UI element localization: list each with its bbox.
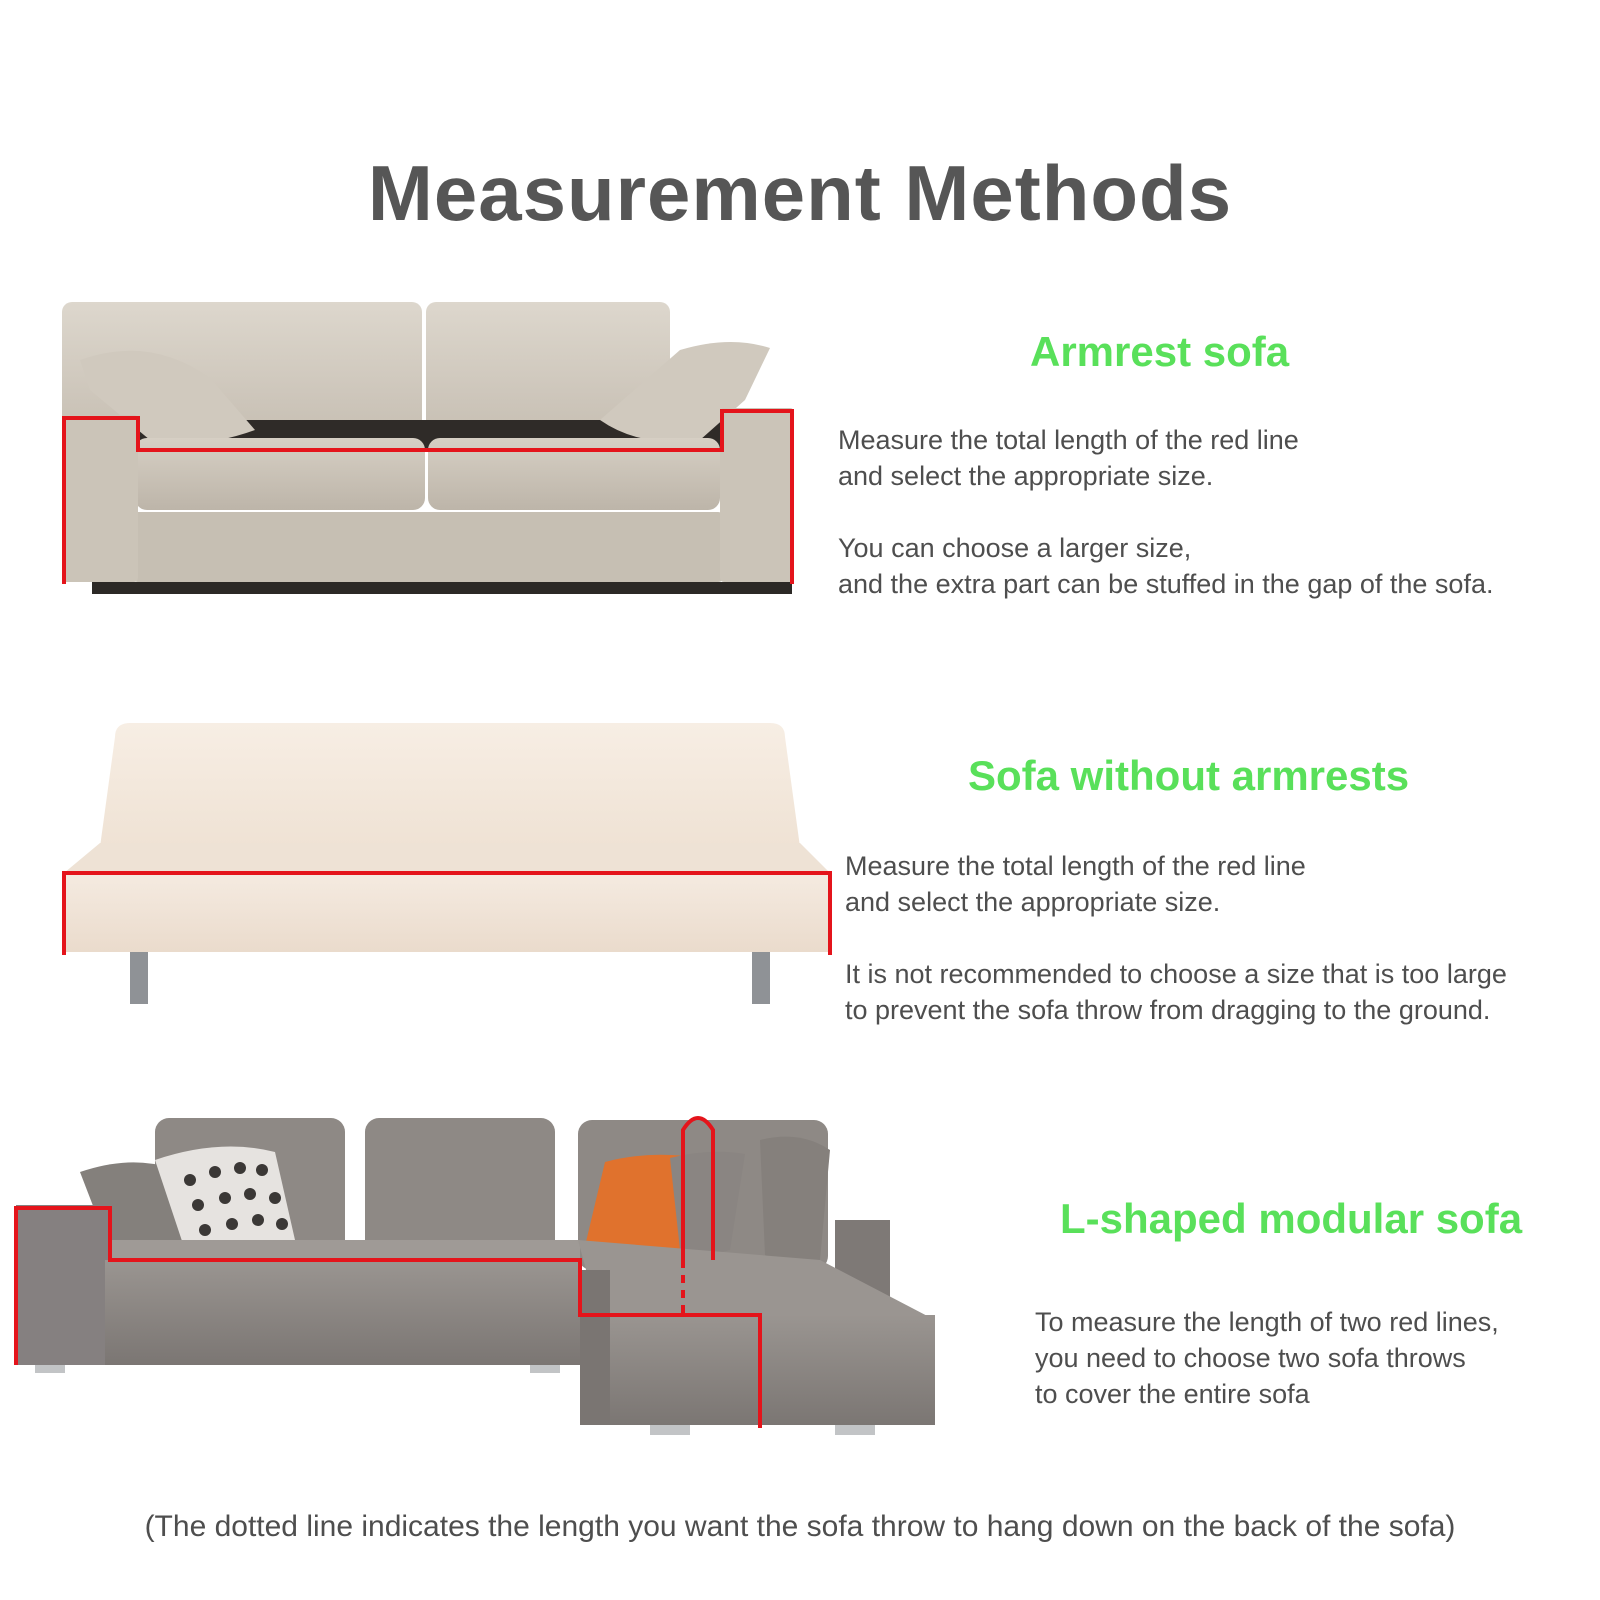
seat-front [64, 872, 830, 952]
footnote: (The dotted line indicates the length you want the sofa throw to hang down on the back of the sofa) [144, 1510, 1456, 1543]
desc-line: You can choose a larger size, [838, 533, 1192, 563]
seat-top [64, 843, 830, 873]
page-title: Measurement Methods [367, 149, 1233, 237]
sofa-front-left [105, 1260, 580, 1365]
sofa-foot [835, 1425, 875, 1435]
sofa-leg-right [752, 952, 770, 1004]
chaise-front [605, 1315, 935, 1425]
sofa-foot [35, 1365, 65, 1373]
section-desc-armless [845, 848, 1507, 1028]
l-shaped-sofa-illustration [0, 1110, 1000, 1490]
desc-line: Measure the total length of the red line [845, 851, 1306, 881]
throw-pillow-gray-far [760, 1137, 830, 1264]
armrest-sofa-illustration [0, 290, 820, 620]
section-desc-l-shaped [1035, 1304, 1499, 1412]
desc-line: you need to choose two sofa throws [1035, 1343, 1466, 1373]
sofa-foot [650, 1425, 690, 1435]
armrest-left [62, 415, 138, 582]
armrest-right [720, 408, 794, 582]
desc-line: To measure the length of two red lines, [1035, 1307, 1499, 1337]
backrest [100, 723, 800, 847]
section-heading-armless: Sofa without armrests [968, 752, 1410, 799]
desc-line: to prevent the sofa throw from dragging to the ground. [845, 995, 1491, 1025]
armrest-left [16, 1205, 112, 1365]
desc-line: It is not recommended to choose a size that is too large [845, 959, 1507, 989]
section-desc-armrest [838, 422, 1493, 602]
desc-line: to cover the entire sofa [1035, 1379, 1310, 1409]
sofa-base [132, 512, 724, 582]
sofa-foot [530, 1365, 560, 1373]
section-heading-l-shaped: L-shaped modular sofa [1060, 1195, 1523, 1242]
section-heading-armrest: Armrest sofa [1030, 328, 1290, 375]
sofa-leg-left [130, 952, 148, 1004]
desc-line: and the extra part can be stuffed in the gap of the sofa. [838, 569, 1494, 599]
desc-line: and select the appropriate size. [845, 887, 1221, 917]
armless-sofa-illustration [0, 715, 850, 1015]
desc-line: and select the appropriate size. [838, 461, 1214, 491]
desc-line: Measure the total length of the red line [838, 425, 1299, 455]
